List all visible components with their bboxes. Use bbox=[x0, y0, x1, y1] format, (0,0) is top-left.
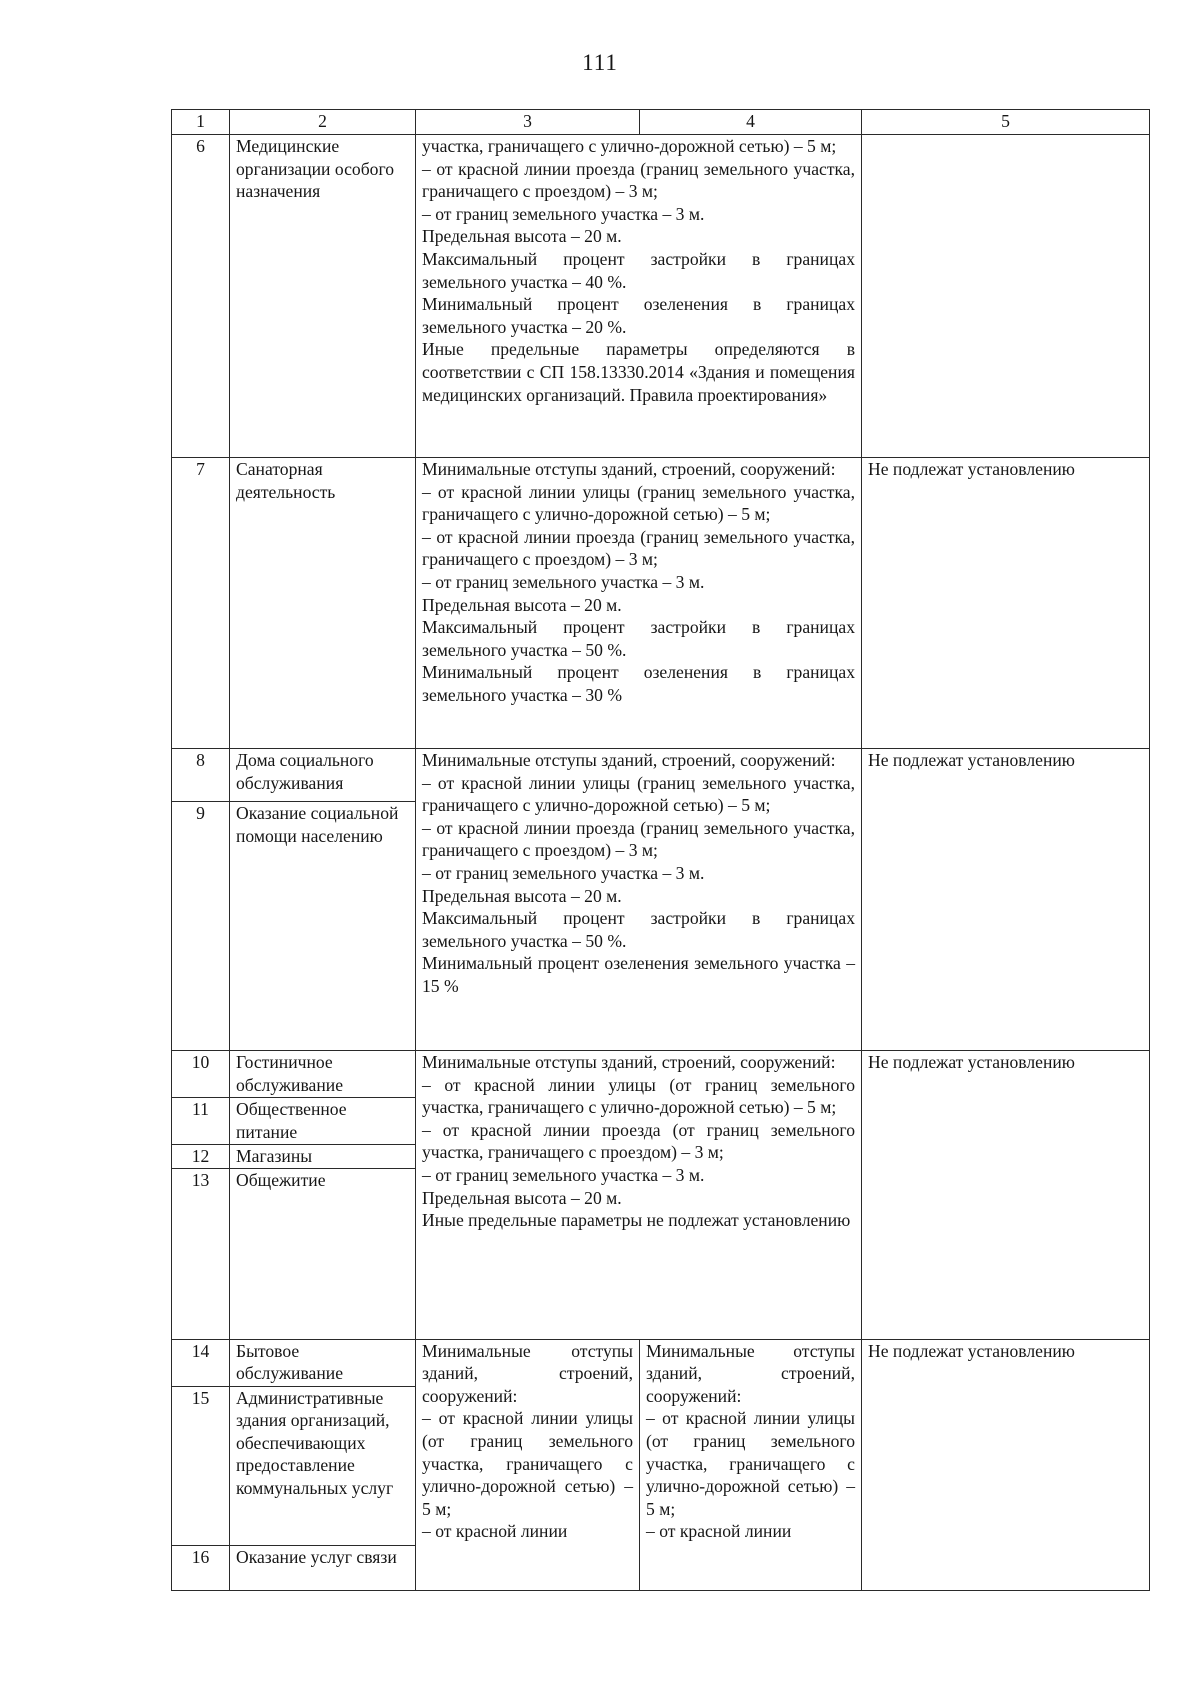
use-type-name: Общежитие bbox=[230, 1168, 416, 1339]
use-type-name: Административные здания организаций, обеспечивающих предоставление коммунальных услуг bbox=[230, 1386, 416, 1545]
parameter-text: Предельная высота – 20 м. bbox=[422, 885, 622, 906]
table-row bbox=[172, 749, 1150, 802]
parameter-text: Максимальный процент застройки в границах земельного участка – 50 %. bbox=[422, 908, 855, 951]
parameter-text: – от красной линии проезда (от границ земельного участка, граничащего с проездом) – 3 м; bbox=[422, 1119, 855, 1163]
parameter-text: Минимальный процент озеленения земельного участка – 15 % bbox=[422, 953, 855, 996]
parameter-text: Предельная высота – 20 м. bbox=[422, 226, 622, 247]
parameter-text: – от границ земельного участка – 3 м. bbox=[422, 862, 705, 883]
use-type-name: Оказание социальной помощи населению bbox=[230, 802, 416, 1051]
parameter-text: – от красной линии bbox=[422, 1521, 568, 1542]
table-row bbox=[172, 458, 1150, 749]
use-type-name: Дома социального обслуживания bbox=[230, 749, 416, 802]
parameter-text: – от красной линии улицы (границ земельного участка, граничащего с улично-дорожной сетью) – 5 м; bbox=[422, 481, 855, 525]
parameter-text: участка, граничащего с улично-дорожной сетью) – 5 м; bbox=[422, 136, 837, 156]
parameters-cell bbox=[416, 1051, 862, 1340]
row-number: 8 bbox=[172, 749, 230, 802]
other-parameters-cell bbox=[862, 135, 1150, 458]
parameter-text: Предельная высота – 20 м. bbox=[422, 594, 622, 615]
parameter-text: Предельная высота – 20 м. bbox=[422, 1187, 622, 1208]
table-row bbox=[172, 135, 1150, 458]
use-type-name: Санаторная деятельность bbox=[230, 458, 416, 749]
use-type-name: Магазины bbox=[230, 1145, 416, 1169]
use-type-name: Общественное питание bbox=[230, 1098, 416, 1145]
parameter-text: Минимальные отступы зданий, строений, сооружений: bbox=[646, 1340, 855, 1406]
other-parameters-cell: Не подлежат установлению bbox=[862, 1339, 1150, 1590]
parameter-text: Иные предельные параметры не подлежат установлению bbox=[422, 1210, 851, 1231]
row-number: 14 bbox=[172, 1339, 230, 1386]
parameter-text: – от красной линии улицы (от границ земельного участка, граничащего с улично-дорожной сетью) – 5 м; bbox=[422, 1074, 855, 1118]
page-number: 111 bbox=[582, 50, 618, 75]
parameters-cell bbox=[416, 135, 862, 458]
row-number: 6 bbox=[172, 135, 230, 458]
parameters-cell bbox=[416, 1339, 640, 1590]
parameter-text: Максимальный процент застройки в границах земельного участка – 40 %. bbox=[422, 248, 855, 292]
parameter-text: – от границ земельного участка – 3 м. bbox=[422, 203, 705, 224]
use-type-name: Гостиничное обслуживание bbox=[230, 1051, 416, 1098]
row-number: 15 bbox=[172, 1386, 230, 1545]
row-number: 9 bbox=[172, 802, 230, 1051]
row-number: 12 bbox=[172, 1145, 230, 1169]
parameter-text: – от красной линии улицы (от границ земельного участка, граничащего с улично-дорожной сетью) – 5 м; bbox=[422, 1408, 633, 1519]
table-header-row bbox=[172, 110, 1150, 135]
parameter-text: Минимальные отступы зданий, строений, сооружений: bbox=[422, 459, 836, 479]
row-number: 13 bbox=[172, 1168, 230, 1339]
use-type-name: Медицинские организации особого назначения bbox=[230, 135, 416, 458]
parameter-text: Минимальные отступы зданий, строений, сооружений: bbox=[422, 1052, 836, 1072]
parameters-cell bbox=[416, 749, 862, 1051]
parameter-text: Минимальный процент озеленения в границах земельного участка – 20 %. bbox=[422, 294, 855, 337]
other-parameters-cell: Не подлежат установлению bbox=[862, 458, 1150, 749]
parameter-text: – от красной линии bbox=[646, 1521, 792, 1542]
use-type-name: Бытовое обслуживание bbox=[230, 1339, 416, 1386]
column-header: 5 bbox=[862, 110, 1150, 135]
parameter-text: – от красной линии проезда (границ земельного участка, граничащего с проездом) – 3 м; bbox=[422, 158, 855, 202]
other-parameters-cell: Не подлежат установлению bbox=[862, 1051, 1150, 1340]
parameters-cell bbox=[416, 458, 862, 749]
other-parameters-cell: Не подлежат установлению bbox=[862, 749, 1150, 1051]
parameter-text: – от красной линии улицы (от границ земельного участка, граничащего с улично-дорожной сетью) – 5 м; bbox=[646, 1408, 855, 1519]
row-number: 10 bbox=[172, 1051, 230, 1098]
parameter-text: – от границ земельного участка – 3 м. bbox=[422, 1164, 705, 1185]
parameter-text: Минимальный процент озеленения в границах земельного участка – 30 % bbox=[422, 662, 855, 705]
parameters-cell bbox=[640, 1339, 862, 1590]
column-header: 3 bbox=[416, 110, 640, 135]
row-number: 7 bbox=[172, 458, 230, 749]
use-type-name: Оказание услуг связи bbox=[230, 1545, 416, 1590]
parameter-text: – от границ земельного участка – 3 м. bbox=[422, 571, 705, 592]
column-header: 1 bbox=[172, 110, 230, 135]
parameter-text: Минимальные отступы зданий, строений, сооружений: bbox=[422, 750, 836, 770]
parameter-text: – от красной линии проезда (границ земельного участка, граничащего с проездом) – 3 м; bbox=[422, 817, 855, 861]
parameter-text: Максимальный процент застройки в границах земельного участка – 50 %. bbox=[422, 617, 855, 660]
parameter-text: – от красной линии улицы (границ земельного участка, граничащего с улично-дорожной сетью) – 5 м; bbox=[422, 772, 855, 816]
table-row bbox=[172, 1051, 1150, 1098]
row-number: 11 bbox=[172, 1098, 230, 1145]
regulations-table bbox=[171, 109, 1150, 1591]
row-number: 16 bbox=[172, 1545, 230, 1590]
table-row bbox=[172, 1339, 1150, 1386]
parameter-text: Иные предельные параметры определяются в соответствии с СП 158.13330.2014 «Здания и помещения медицинских организаций. Правила проектирования» bbox=[422, 339, 855, 405]
column-header: 4 bbox=[640, 110, 862, 135]
parameter-text: – от красной линии проезда (границ земельного участка, граничащего с проездом) – 3 м; bbox=[422, 526, 855, 570]
parameter-text: Минимальные отступы зданий, строений, сооружений: bbox=[422, 1340, 633, 1406]
column-header: 2 bbox=[230, 110, 416, 135]
